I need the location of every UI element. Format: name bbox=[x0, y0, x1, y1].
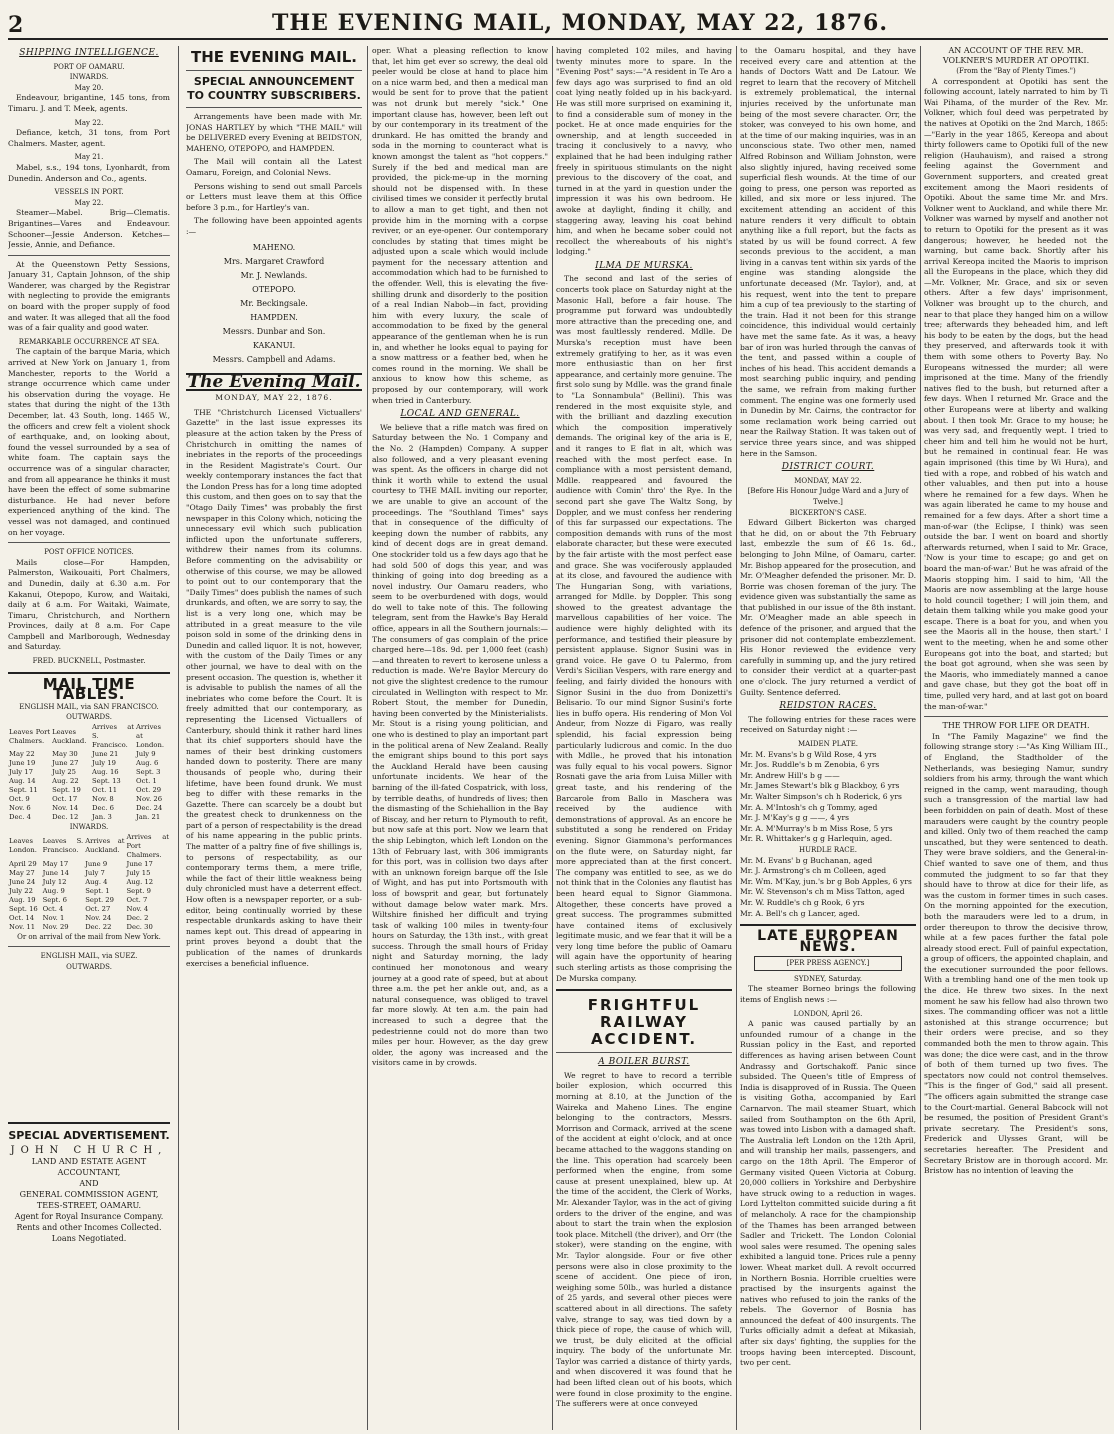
table-row bbox=[8, 896, 170, 905]
table-cell: Aug. 12 bbox=[126, 877, 154, 886]
throw-for-life-heading: THE THROW FOR LIFE OR DEATH. bbox=[942, 721, 1090, 731]
table-cell: Sept. 6 bbox=[42, 895, 67, 904]
remarkable-heading: REMARKABLE OCCURRENCE AT SEA. bbox=[18, 337, 160, 346]
table-cell: Oct. 29 bbox=[136, 786, 162, 795]
remarkable-paragraph: The captain of the barque Maria, which arrived at New York on January 1, from Manchester, reports to the World a strange occurrence which came under his observation during the voyage. He states that during the night of the 13th December, lat. 43 South, long. 1465 W., the officers and crew felt a violent shock of earthquake, and, on looking about, found the vessel surrounded by a sea of white foam. The captain says the occurrence was of a singular character, and from all appearance he thinks it must have been the effect of some submarine disturbance. He had never before experienced anything of the kind. The vessel was not damaged, and continued on her voyage. bbox=[8, 347, 170, 537]
race-entry: Mr. R. Whittaker's g g Harlequin, aged. bbox=[740, 834, 893, 844]
race-entry: Mr. James Stewart's blk g Blackboy, 6 yrs bbox=[740, 781, 900, 791]
table-row bbox=[8, 777, 170, 786]
ad-line: LAND AND ESTATE AGENT bbox=[31, 1157, 147, 1167]
masthead-rule bbox=[8, 38, 1108, 40]
table-cell: Oct. 27 bbox=[85, 904, 111, 913]
table-row bbox=[8, 804, 170, 813]
source-credit: (From the "Bay of Plenty Times.") bbox=[956, 67, 1076, 75]
table-row bbox=[8, 813, 170, 822]
vessels-list: Steamer—Mabel. Brig—Clematis. Brigantines—Vares and Endeavour. Schooner—Jessie Anderson. Ketches—Jessie, Annie, and Defiance. bbox=[8, 208, 170, 250]
reidston-races-heading: REIDSTON RACES. bbox=[779, 701, 877, 712]
table-header: Leaves Auckland. bbox=[52, 727, 87, 745]
table-cell: July 19 bbox=[92, 759, 116, 768]
table-cell: Dec. 30 bbox=[126, 922, 153, 931]
race-entry: Mr. A. M'Murray's b m Miss Rose, 5 yrs bbox=[740, 823, 893, 833]
announcement-heading: SPECIAL ANNOUNCEMENT TO COUNTRY SUBSCRIBERS. bbox=[187, 75, 361, 102]
court-date: MONDAY, MAY 22. bbox=[794, 476, 862, 485]
race-entry: Mr. M. Evans's b g Wild Rose, 4 yrs bbox=[740, 749, 877, 759]
divider bbox=[8, 672, 170, 674]
table-cell: Sept. 3 bbox=[136, 768, 161, 777]
table-header: Leaves Port Chalmers. bbox=[9, 727, 51, 745]
column-rule bbox=[367, 46, 368, 1430]
table-row bbox=[8, 750, 170, 759]
announcement-paragraph: Arrangements have been made with Mr. JONAS HARTLEY by which "THE MAIL" will be DELIVERED every Evening at BEIDSTON, MAHENO, OTEPOPO, and HAMPDEN. bbox=[186, 112, 362, 153]
announcement-paragraph: The following have been appointed agents :— bbox=[186, 216, 362, 236]
table-cell: Jan. 21 bbox=[136, 813, 161, 822]
headline-line: ACCIDENT. bbox=[590, 1030, 698, 1049]
inwards-label: INWARDS. bbox=[69, 73, 109, 82]
accident-continued: to the Oamaru hospital, and they have received every care and attention at the hands of Doctors Watt and De Latour. We regret to learn that the recovery of Mitchell is extremely problematical, the internal injuries received by the unfortunate man being of the most severe character. Orr, the stoker, was conveyed to his own home, and at the time of our making inquiries, was in an unconscious state. Two other men, named Alfred Robinson and William Johnston, were also slightly injured, having received some superficial flesh wounds. At the time of our going to press, one person was reported as killed, and six more or less injured. The excitement attending an accident of this nature renders it very difficult to obtain anything like a full report, but the facts as stated by us will be found correct. A few seconds previous to the accident, a man living in a canvas tent within six yards of the engine was standing alongside the unfortunate deceased (Mr. Taylor), and, at his request, went into the tent to prepare him a cup of tea previously to the starting of the train. Had it not been for this strange coincidence, this individual would certainly have met the same fate. As it was, a heavy bar of iron was hurled through the canvas of the tent, and passed within a couple of inches of his head. This accident demands a most searching public inquiry, and pending the same, we refrain from making further comment. The engine was one formerly used in Dunedin by Mr. Cairns, the contractor for some reclamation work being carried out near the Railway Station. It was taken out of service three years since, and was shipped here in the Samson. bbox=[740, 46, 916, 458]
column-2 bbox=[186, 46, 362, 1430]
announcement-paragraph: The Mail will contain all the Latest Oamaru, Foreign, and Colonial News. bbox=[186, 157, 362, 177]
table-header: Leaves S. Francisco. bbox=[42, 837, 84, 855]
ad-line: TEES-STREET, OAMARU. bbox=[36, 1201, 142, 1211]
table-cell: Sept. 9 bbox=[126, 886, 151, 895]
table-cell: Aug. 6 bbox=[136, 759, 159, 768]
table-row bbox=[8, 860, 170, 869]
table-cell: Oct. 14 bbox=[9, 913, 35, 922]
race-entry: Mr. J. Armstrong's ch m Colleen, aged bbox=[740, 866, 887, 876]
hurdle-race-entries bbox=[740, 856, 916, 920]
queenstown-paragraph: At the Queenstown Petty Sessions, January 31, Captain Johnson, of the ship Wanderer, was charged by the Registrar with neglecting to provide the emigrants on board with the proper supply of food and water. It was alleged that all the food was of a fair quality and good water. bbox=[8, 259, 170, 333]
column-rule bbox=[920, 46, 921, 1430]
table-cell: Nov. 1 bbox=[42, 913, 65, 922]
local-general-heading: LOCAL AND GENERAL. bbox=[400, 409, 520, 420]
european-news-body: A panic was caused partially by an unfounded rumour of a change in the Russian policy in the East, and reported differences as having arisen between Count Andrassy and Gortschakoff. Panic since subsided. The Queen's title of Empress of India is disapproved of in Russia. The Queen is visiting Gotha, accompanied by Earl Carnarvon. The mail steamer Stuart, which sailed from Southampton on the 6th April, was towed into Lisbon with a damaged shaft. The Australia left London on the 12th April, and will tranship her mails, passengers, and cargo on the 18th April. The Emperor of Germany visited Queen Victoria at Coburg. 20,000 colliers in Yorkshire and Derbyshire have struck owing to a reduction in wages. Lord Lyttelton committed suicide during a fit of melancholy. A race for the championship of the Thames has been arranged between Sadler and Trickett. The London Colonial wool sales were resumed. The opening sales exhibited a languid tone. Prices rule a penny lower. Wheat market dull. A revolt occurred in Northern Bosnia. Horrible cruelties were practised by the insurgents against the natives who refused to join the ranks of the rebels. The Governor of Bosnia has announced the defeat of 400 insurgents. The Turks officially admit a defeat at Mikasiah, after six days' fighting, the supplies for the troops having been intercepted. Discount, two per cent. bbox=[740, 1019, 916, 1368]
table-cell: June 21 bbox=[92, 750, 119, 759]
table-header: Arrives at Auckland. bbox=[85, 837, 125, 855]
divider bbox=[8, 946, 170, 947]
table-cell: Nov. 29 bbox=[42, 922, 69, 931]
table-cell: Aug. 19 bbox=[9, 895, 36, 904]
court-before: [Before His Honour Judge Ward and a Jury of Twelve.] bbox=[747, 487, 909, 506]
table-cell: Sept. 29 bbox=[85, 895, 114, 904]
race-entry: Mr. Wm. M'Kay, jun.'s br g Bob Apples, 6 yrs bbox=[740, 876, 912, 886]
table-cell: Oct. 9 bbox=[9, 795, 30, 804]
table-cell: July 9 bbox=[136, 750, 156, 759]
boiler-subheading: A BOILER BURST. bbox=[598, 1057, 690, 1068]
table-cell: Sept. 13 bbox=[92, 777, 121, 786]
divider bbox=[186, 107, 362, 108]
table-row bbox=[8, 795, 170, 804]
arrival-entry: Mabel, s.s., 194 tons, Lyonhardt, from Dunedin. Anderson and Co., agents. bbox=[8, 162, 170, 183]
table-cell: Oct. 11 bbox=[92, 786, 118, 795]
races-intro: The following entries for these races were received on Saturday night :— bbox=[740, 714, 916, 735]
race-entry: Mr. A. Bell's ch g Lancer, aged. bbox=[740, 908, 860, 918]
news-intro: The steamer Borneo brings the following items of English news :— bbox=[740, 984, 916, 1005]
divider bbox=[8, 1122, 170, 1124]
concert-review: The second and last of the series of concerts took place on Saturday night at the Masonic Hall, before a fair house. The programme put forward was undoubtedly more attractive than the preceding one, and was most faultlessly rendered. Mdlle. De Murska's reception must have been extremely gratifying to her, as it was even more enthusiastic than on her first appearance, and certainly more genuine. The first solo sung by Mdlle. was the grand finale to "La Sonnambula" (Bellini). This was rendered in the most exquisite style, and with the brilliant and dazzling execution which the composition imperatively demands. The original key of the aria is E, and it ranges to E flat in alt, which was reached with the most perfect ease. In compliance with a most persistent demand, Mdlle. reappeared and favoured the audience with Comin' thro' the Rye. In the second part she gave The Waltz Song, by Doppler, and we must confess her rendering of this far surpassed our expectations. The composition demands with runs of the most elaborate character, but these were executed by the fair artiste with the most perfect ease and grace. She was vociferously applauded at its close, and favoured the audience with The Hungarian Song, with variations, arranged for Mdlle. by Doppler. This song showed to the greatest advantage the marvellous capabilities of her voice. The audience were highly delighted with its performance, and testified their pleasure by persistent applause. Signor Susini was in grand voice. He gave O tu Palermo, from Verdi's Sicilian Vespers, with rare energy and feeling, and fairly divided the honours with Signor Susini in the duo from Donizetti's Belisario. To our mind Signor Susini's forte lies in buffo opera. His rendering of Mon Vol Andeur, from Nozze di Figaro, was really splendid, his facial expression being particularly ludicrous and comic. In the duo with Mdlle., he proved that his intonation was fully equal to his vocal powers. Signor Rosnati gave the aria from Luisa Miller with great taste, and his rendering of the Barcarole from Ballo in Maschera was received by the audience with demonstrations of approval. As an encore he substituted a song he rendered on Friday evening. Signor Giammona's performances on the flute were, on Saturday night, far more appreciated than at the first concert. The company was entitled to see, as we do not think that in the Colonies any flautist has been heard equal to Signor Giammona. Altogether, these concerts have proved a great success. The programmes submitted have contained items of exclusively legitimate music, and we fear that it will be a very long time before the public of Oamaru will again have the opportunity of hearing such sterling artists as those comprising the De Murska company. bbox=[556, 274, 732, 983]
editorial-body: THE "Christchurch Licensed Victuallers' Gazette" in the last issue expresses its pleasure at the action taken by the Press of Christchurch in omitting the names of inebriates in the reports of the proceedings in the Resident Magistrate's Court. Our weekly contemporary instances the fact that the London Press has for a long time adopted this custom, and then goes on to say that the "Otago Daily Times" was probably the first newspaper in this Colony which, noticing the unnecessary evil which such publication inflicted upon the unfortunate sufferers, withdrew their names from its columns. Before commenting on the advisability or otherwise of this course, we may be allowed to point out to our contemporary that the "Daily Times" does publish the names of such drunkards, and often, we are sorry to say, the list is a very long one, which may be attributed in a great measure to the vile poison sold in some of the drinking dens in Dunedin and called liquor. It is not, however, with the custom of the Daily Times or any other journal, we have to deal with on the present occasion. The question is, whether it is advisable to publish the names of all the inebriates who come before the Court. It is freely admitted that our contemporary, as representing the Licensed Victuallers of Canterbury, should think it rather hard lines that its chief supporters should have the names of their best drinking customers handed down to posterity. There are many thousands of people who, during their lifetime, have been found drunk. We must beg to differ with these remarks in the Gazette. There can scarcely be a doubt but the greatest check to drunkenness on the part of a person of respectability is the dread of his name appearing in the public prints. The matter of a paltry fine of five shillings is, to persons of respectability, as our contemporary terms them, a mere trifle, while the fact of their little weakness being duly chronicled must have a deterrent effect. How often is a newspaper reporter, or a sub-editor, being continually worried by these respectable drunkards asking to have their names kept out. This dread of appearing in print proves beyond a doubt that the publication of the names of drunkards exercises a beneficial influence. bbox=[186, 407, 362, 968]
advertiser-name: JOHN CHURCH, bbox=[10, 1145, 168, 1157]
agents-list bbox=[186, 241, 362, 367]
table-header: Arrives at London. bbox=[136, 723, 164, 750]
mail-note: Or on arrival of the mail from New York. bbox=[17, 932, 161, 941]
race-entry: Mr. W. Stevenson's ch m Miss Tatton, aged bbox=[740, 887, 905, 897]
ad-line: GENERAL COMMISSION AGENT, bbox=[19, 1190, 159, 1200]
table-cell: Jan. 3 bbox=[92, 813, 112, 822]
ad-line: Loans Negotiated. bbox=[51, 1234, 127, 1244]
race-name: MAIDEN PLATE. bbox=[797, 740, 859, 748]
post-office-heading: POST OFFICE NOTICES. bbox=[44, 548, 134, 557]
mail-suez-heading: ENGLISH MAIL, via SUEZ. bbox=[40, 952, 138, 961]
table-cell: Aug. 9 bbox=[42, 886, 65, 895]
inwards-label: INWARDS. bbox=[69, 823, 109, 832]
table-row bbox=[8, 887, 170, 896]
table-cell: July 22 bbox=[9, 886, 33, 895]
date-label: May 21. bbox=[74, 153, 104, 162]
race-entry: Mr. M. Evans' b g Buchanan, aged bbox=[740, 855, 873, 865]
table-cell: Nov. 14 bbox=[52, 804, 79, 813]
agent-name: Messrs. Campbell and Adams. bbox=[212, 354, 336, 364]
table-header: Arrives at Port Chalmers. bbox=[126, 832, 169, 859]
editorial-continued: oper. What a pleasing reflection to know that, let him get ever so screwy, the deal old peeler would be close at hand to place him on a nice warm bed, and then a medical man would be sent for to prove that the patient was not drunk but merely "sick." One important clause has, however, been left out by our contemporary in its treatment of the drunkard. He has omitted the brandy and soda in the morning to counteract what is known amongst the talent as "hot coppers." Surely if the bed and medical man are provided, the pick-me-up in the morning should not be dispensed with. In these civilised times we consider it perfectly brutal to allow a man to get tight, and then not provide him in the morning with a corpse reviver, or an eye-opener. Our contemporary concludes by stating that times might be adjusted upon a scale which would include payment for the necessary attention and accommodation which had to be furnished to the offender. Well, this is elevating the five-shilling drunk and disorderly to the position of a real Indian Nabob—in fact, providing him with every luxury, the scale of accommodation to be fixed by the general appearance of the gentleman when he is run in, and whether he looks equal to paying for a snow mattress or a feather bed, when he comes round in the morning. We shall be anxious to know how this scheme, as proposed by our contemporary, will work when tried in Canterbury. bbox=[372, 46, 548, 405]
table-cell: Aug. 16 bbox=[92, 768, 119, 777]
race-entry: Mr. J. M'Kay's g g ——, 4 yrs bbox=[740, 813, 850, 823]
table-cell: Nov. 11 bbox=[9, 922, 36, 931]
table-cell: June 17 bbox=[126, 859, 153, 868]
outwards-label: OUTWARDS. bbox=[66, 713, 112, 722]
agent-town: OTEPOPO. bbox=[252, 284, 296, 294]
ad-line: AND bbox=[79, 1179, 99, 1189]
table-cell: Nov. 8 bbox=[92, 795, 114, 804]
dateline: SYDNEY, Saturday. bbox=[794, 974, 862, 983]
table-cell: May 22 bbox=[9, 750, 35, 759]
table-cell: Aug. 22 bbox=[52, 777, 79, 786]
shipping-heading: SHIPPING INTELLIGENCE. bbox=[19, 48, 159, 58]
race-entry: Mr. Walter Simpson's ch h Roderick, 6 yrs bbox=[740, 791, 902, 801]
table-cell: June 19 bbox=[9, 759, 36, 768]
press-agency-label: [PER PRESS AGENCY.] bbox=[754, 956, 902, 971]
date-label: May 20. bbox=[74, 83, 104, 92]
table-row bbox=[8, 878, 170, 887]
table-cell: Nov. 24 bbox=[85, 913, 112, 922]
table-cell: July 15 bbox=[126, 868, 151, 877]
ad-line: ACCOUNTANT, bbox=[57, 1168, 121, 1178]
post-office-signature: FRED. BUCKNELL, Postmaster. bbox=[32, 657, 146, 666]
table-row bbox=[8, 759, 170, 768]
table-cell: June 24 bbox=[9, 877, 36, 886]
case-title: BICKERTON'S CASE. bbox=[789, 508, 867, 517]
column-4 bbox=[556, 46, 732, 1430]
special-advertisement-heading: SPECIAL ADVERTISEMENT. bbox=[8, 1129, 170, 1143]
agent-town: MAHENO. bbox=[252, 242, 296, 252]
divider bbox=[556, 1052, 732, 1053]
dateline: LONDON, April 26. bbox=[793, 1009, 863, 1018]
race-entry: Mr. Andrew Hill's b g —— bbox=[740, 770, 840, 780]
table-cell: Dec. 24 bbox=[136, 804, 163, 813]
ad-line: Agent for Royal Insurance Company. Rents and other Incomes Collected. bbox=[14, 1212, 164, 1233]
post-office-notice: Mails close—For Hampden, Palmerston, Waikouaiti, Port Chalmers, and Dunedin, daily at 6.30 a.m. For Kakanui, Otepopo, Kurow, and Waitaki, daily at 6 a.m. For Waitaki, Waimate, Timaru, Christchurch, and Northern Provinces, daily at 8 a.m. For Cape Campbell and Marlborough, Wednesday and Saturday. bbox=[8, 557, 170, 652]
news-continued: having completed 102 miles, and having twenty minutes more to spare. In the "Evening Post" says:—"A resident in Te Aro a few days ago was surprised to find an old coat lying neatly folded up in his back-yard. He was still more surprised on examining it, to find a considerable sum of money in the pocket. He at once made enquiries for the ownership, and at length succeeded in tracing it conclusively to a navvy, who explained that he had been indulging rather freely in spirituous stimulants on the night previous to the discovery of the coat, and turned in at the yard in question under the impression it was his own bedroom. He awoke at daylight, finding it chilly, and staggering away, leaving his coat behind him, and when he became sober could not recollect the whereabouts of his night's lodging." bbox=[556, 46, 732, 257]
table-header-row bbox=[8, 723, 170, 750]
race-name: HURDLE RACE. bbox=[799, 845, 857, 854]
column-1 bbox=[8, 46, 170, 1430]
church-advertisement bbox=[8, 1145, 170, 1244]
table-cell: July 12 bbox=[42, 877, 67, 886]
table-header: Leaves London. bbox=[9, 837, 37, 855]
agent-name: Messrs. Dunbar and Son. bbox=[222, 326, 326, 336]
editorial-masthead: The Evening Mail. bbox=[187, 371, 361, 392]
date-label: May 22. bbox=[74, 118, 104, 127]
port-heading: PORT OF OAMARU. bbox=[53, 62, 125, 71]
headline-line: FRIGHTFUL RAILWAY bbox=[587, 996, 701, 1032]
table-cell: April 29 bbox=[9, 859, 37, 868]
column-rule bbox=[552, 46, 553, 1430]
table-cell: Nov. 26 bbox=[136, 795, 163, 804]
divider bbox=[924, 716, 1108, 717]
throw-story: In "The Family Magazine" we find the following strange story :—"As King William III., of England, the Stadtholder of the Netherlands, was besieging Namur, sundry soldiers from his army, through the want which reigned in the camp, went marauding, though such a transgression of the martial law had been forbidden on pain of death. Most of these marauders were caught by the country people and killed. Only two of them reached the camp unscathed, but they were sentenced to death. They were brave soldiers, and the General-in-Chief wanted to save one of them, and thus commuted the judgment to so far that they should have to throw at dice for their life, as was the custom in former times in such cases. On the morning appointed for the execution, both the marauders were led to a drum, in order thereupon to throw the decisive throw, while at a few paces further the fatal pole already stood erect. Full of painful expectation, a group of officers, the appointed chaplain, and the executioner surrounded the poor fellows. With a trembling hand one of the men took up the dice. He threw two sixes. In the next moment he saw his fellow had also thrown two sixes. The commanding officer was not a little astonished at this strange occurrence; but their orders were precise, and so they commanded both the men to throw again. This was done; the dice were cast, and in the throw of both of them turned up two fives. The spectators now could not control themselves. "This is the finger of God," said all present. "The officers again submitted the strange case to the Court-martial. General Babcock will not be resumed, the position of President Grant's private secretary. The President's sons, Frederick and Ulysses Grant, will be secretaries hereafter. The President and Secretary Bristow are in thorough accord. Mr. Bristow has no intention of leaving the bbox=[924, 731, 1108, 1176]
table-cell: Sept. 19 bbox=[52, 786, 81, 795]
table-header: Arrives at S. Francisco. bbox=[92, 723, 135, 750]
editorial-date: MONDAY, MAY 22, 1876. bbox=[215, 393, 333, 403]
table-cell: Oct. 7 bbox=[126, 895, 148, 904]
table-cell: Sept. 16 bbox=[9, 904, 38, 913]
district-court-heading: DISTRICT COURT. bbox=[781, 462, 875, 473]
mail-time-tables-heading: MAIL TIME TABLES. bbox=[42, 674, 136, 704]
agent-name: Mr. Beckingsale. bbox=[240, 298, 308, 308]
divider bbox=[740, 924, 916, 926]
table-cell: Dec. 6 bbox=[92, 804, 114, 813]
table-cell: Dec. 12 bbox=[52, 813, 79, 822]
table-cell: June 14 bbox=[42, 868, 69, 877]
table-row bbox=[8, 914, 170, 923]
table-cell: Dec. 4 bbox=[9, 813, 31, 822]
table-cell: Sept. 11 bbox=[9, 786, 38, 795]
mail-table-inwards bbox=[8, 833, 170, 932]
maiden-plate-entries bbox=[740, 750, 916, 845]
column-rule bbox=[736, 46, 737, 1430]
column-3 bbox=[372, 46, 548, 1430]
late-european-news-heading: LATE EUROPEAN NEWS. bbox=[757, 928, 899, 955]
agent-town: HAMPDEN. bbox=[250, 312, 298, 322]
table-row bbox=[8, 786, 170, 795]
table-header-row bbox=[8, 833, 170, 860]
table-cell: June 27 bbox=[52, 759, 79, 768]
table-cell: Nov. 6 bbox=[9, 804, 31, 813]
table-cell: Dec. 2 bbox=[126, 913, 149, 922]
newspaper-title: THE EVENING MAIL, MONDAY, MAY 22, 1876. bbox=[271, 10, 889, 36]
column-6 bbox=[924, 46, 1108, 1430]
table-cell: Dec. 22 bbox=[85, 922, 112, 931]
table-row bbox=[8, 905, 170, 914]
column-5 bbox=[740, 46, 916, 1430]
table-cell: Oct. 17 bbox=[52, 795, 78, 804]
table-cell: July 17 bbox=[9, 768, 33, 777]
agent-town: KAKANUI. bbox=[252, 340, 296, 350]
mail-table-outwards bbox=[8, 723, 170, 822]
table-cell: June 9 bbox=[85, 859, 108, 868]
divider bbox=[186, 70, 362, 71]
table-row bbox=[8, 869, 170, 878]
railway-accident-heading bbox=[556, 997, 732, 1048]
court-report: Edward Gilbert Bickerton was charged that he did, on or about the 7th February last, embezzle the sum of £6 1s. 6d., belonging to John Milne, of Oamaru, carter. Mr. Bishop appeared for the prosecution, and Mr. O'Meagher defended the prisoner. Mr. D. Borrie was chosen foreman of the jury. The evidence given was substantially the same as that published in our issue of the 8th instant. Mr. O'Meagher made an able speech in defence of the prisoner, and argued that the prisoner did not contemplate embezzlement. His Honor reviewed the evidence very carefully in summing up, and the jury retired to consider their verdict at a quarter-past one o'clock. The jury returned a verdict of Guilty. Sentence deferred. bbox=[740, 518, 916, 697]
ilma-heading: ILMA DE MURSKA. bbox=[595, 260, 693, 271]
agent-name: Mrs. Margaret Crawford bbox=[223, 256, 325, 266]
table-row bbox=[8, 923, 170, 932]
accident-report: We regret to have to record a terrible boiler explosion, which occurred this morning at 8.10, at the Junction of the Waireka and Maheno Lines. The engine belonging to the contractors, Messrs. Morrison and Cormack, arrived at the scene of the accident at eight o'clock, and at once became attached to the waggons standing on the line. This operation had scarcely been performed when the engine, from some cause at present unexplained, blew up. At the time of the accident, the Clerk of Works, Mr. Alexander Taylor, was in the act of giving orders to the driver of the engine, and was about to start the train when the explosion took place. Mitchell (the driver), and Orr (the stoker), were standing on the engine, with Mr. Taylor alongside. Four or five other persons were also in close proximity to the scene of accident. One piece of iron, weighing some 50lb., was hurled a distance of 25 yards, and several other pieces were scattered about in all directions. The safety valve, strange to say, was tied down by a thick piece of rope, the cause of which will, we trust, be duly elicited at the official inquiry. The body of the unfortunate Mr. Taylor was carried a distance of thirty yards, and when discovered it was found that he had been lifted clean out of his boots, which were found in close proximity to the engine. The sufferers were at once conveyed bbox=[556, 1070, 732, 1409]
table-cell: Aug. 4 bbox=[85, 877, 108, 886]
page-number: 2 bbox=[8, 12, 24, 38]
table-cell: May 27 bbox=[9, 868, 35, 877]
date-label: May 22. bbox=[74, 198, 104, 207]
table-cell: July 7 bbox=[85, 868, 105, 877]
local-news-body: We believe that a rifle match was fired on Saturday between the No. 1 Company and the No. 2 (Hampden) Company. A supper also followed, and a very pleasant evening was spent. As the officers in charge did not think it worth while to extend the usual courtesy to THE MAIL inviting our reporter, we are unable to give an account of the proceedings. The "Southland Times" says that in consequence of the difficulty of keeping down the number of rabbits, any kind of decent dogs are in great demand. One stockrider told us a few days ago that he had sold 500 of dogs this year, and was thinking of going into dog breeding as a novel industry. Our Oamaru readers, who seem to be overburdened with dogs, would do well to take note of this. The following telegram, sent from the Hawke's Bay Herald office, appears in all the Southern journals:—The consumers of gas complain of the price charged here—18s. 9d. per 1,000 feet (cash)—and threaten to revert to kerosene unless a reduction is made. We're Baylor Mercury do not give the slightest credence to the rumour circulated in Wellington with respect to Mr. Robert Stout, the member for Dunedin, having been converted by the Ministerialists. Mr. Stout is a rising young politician, and one who is destined to play an important part in the political arena of New Zealand. Really the emigrant ships bound to this port says the Auckland Herald have been causing unfortunate incidents. We hear of the barning of the ill-fated Cospatrick, with loss, by terrible deaths, of hundreds of lives; then the dismasting of the Schiehallion in the Bay of Biscay, and her return to Plymouth to refit, but now safe at this port. Now we learn that the ship Lebington, which left London on the 13th of February last, with 306 immigrants for this port, was in collision two days after with an unknown foreign barque off the Isle of Wight, and has put into Portsmouth with loss of bowsprit and gear, but fortunately without damage below water mark. Mrs. Wiltshire finished her difficult and trying task of walking 100 miles in twenty-four hours on Saturday, the 13th inst., with great success. Through the small hours of Friday night and Saturday morning, the lady continued her monotonous and weary journey at a good rate of speed, but at about three a.m. the pet her ankle out, and, as a natural consequence, was obliged to travel far more slowly. At ten a.m. the pain had increased to such a degree that the pedestrienne could not do more than two miles per hour. However, as the day grew older, the agony was increased and the visitors came in by crowds. bbox=[372, 422, 548, 1068]
table-cell: Oct. 4 bbox=[42, 904, 64, 913]
race-entry: Mr. W. Ruddle's ch g Rook, 6 yrs bbox=[740, 897, 865, 907]
divider bbox=[556, 989, 732, 991]
race-entry: Mr. A. M'Intosh's ch g Tommy, aged bbox=[740, 802, 878, 812]
table-cell: Nov. 4 bbox=[126, 904, 149, 913]
announcement-paragraph: Persons wishing to send out small Parcels or Letters must leave them at this Office before 3 p.m., for Hartley's van. bbox=[186, 181, 362, 212]
table-cell: May 17 bbox=[42, 859, 69, 868]
evening-mail-title: THE EVENING MAIL. bbox=[191, 48, 357, 66]
volkner-account: A correspondent at Opotiki has sent the following account, lately narrated to him by Ti Wai Pihama, of the murder of the Rev. Mr. Volkner, which foul deed was perpetrated by the natives at Opotiki on the 2nd March, 1865:—"Early in the year 1865, Kereopa and about thirty followers came to Opotiki full of the new religion (Hauhauism), and raised a strong feeling against the Government and Government supporters, and created great excitement among the Maori residents of Opotiki. About the same time Mr. and Mrs. Volkner went to Auckland, and while there Mr. Volkner was warned by myself and another not to return to Opotiki for the present as it was dangerous; however, he heeded not the warning, but came back. Shortly after his arrival Kereopa incited the Maoris to imprison all the Europeans in the place, which they did—Mr. Volkner, Mr. Grace, and six or seven others. After a few days' imprisonment, Volkner was brought up to the church, and near to that place they hanged him on a willow tree; afterwards they beheaded him, and left his body to be eaten by the dogs, but the head they preserved, and afterwards took it with them with some others to Poverty Bay. No Europeans witnessed the murder; all were imprisoned at the time. Many of the friendly natives fled to the bush, but returned after a few days. When I returned Mr. Grace and the other Europeans were at liberty and walking about. I then took Mr. Grace to my house; he was very sad, and frequently wept. I tried to cheer him and tell him he would not be hurt, but he remained in continual fear. He was again imprisoned (this time by Wi Hura), and tied with a rope, and robbed of his watch and other valuables, and then put into a house where he remained for a few days. When he was again liberated he came to my house and remained for a few days. After a short time a man-of-war (the Eclipse, I think) was seen outside the bar. I went on board and shortly afterwards returned, when I said to Mr. Grace, 'Now is your time to escape; go and get on board the man-of-war.' But he was afraid of the Maoris stopping him. I said to him, 'All the Maoris are now assembling at the large house to hold council together; I will join them, and detain them talking while you make good your escape. There is a boat for you, and when you see the Maoris all in the house, then start.' I went to the meeting, when he and some other Europeans got into the boat, and started; but the boat got aground, when she was seen by the Maoris, who immediately manned a canoe and gave chase, but they got the boat off in time, pulled very hard, and at last got on board the man-of-war." bbox=[924, 76, 1108, 711]
vessels-heading: VESSELS IN PORT. bbox=[54, 188, 124, 197]
arrival-entry: Defiance, ketch, 31 tons, from Port Chalmers. Master, agent. bbox=[8, 128, 170, 148]
table-cell: Aug. 14 bbox=[9, 777, 36, 786]
divider bbox=[8, 542, 170, 543]
arrival-entry: Endeavour, brigantine, 145 tons, from Timaru. J. and T. Meek, agents. bbox=[8, 93, 170, 113]
race-entry: Mr. Jos. Ruddle's b m Zenobia, 6 yrs bbox=[740, 760, 880, 770]
table-cell: July 25 bbox=[52, 768, 77, 777]
table-cell: Oct. 1 bbox=[136, 777, 157, 786]
divider bbox=[8, 255, 170, 256]
mail-sf-heading: ENGLISH MAIL, via SAN FRANCISCO. bbox=[19, 702, 159, 711]
table-cell: Sept. 1 bbox=[85, 886, 110, 895]
masthead-bar bbox=[0, 0, 1114, 42]
outwards-label: OUTWARDS. bbox=[66, 962, 112, 971]
volkner-heading: AN ACCOUNT OF THE REV. MR. VOLKNER'S MURDER AT OPOTIKI. bbox=[942, 46, 1090, 65]
table-row bbox=[8, 768, 170, 777]
agent-name: Mr. J. Newlands. bbox=[240, 270, 308, 280]
column-rule bbox=[178, 46, 179, 1430]
table-cell: May 30 bbox=[52, 750, 78, 759]
